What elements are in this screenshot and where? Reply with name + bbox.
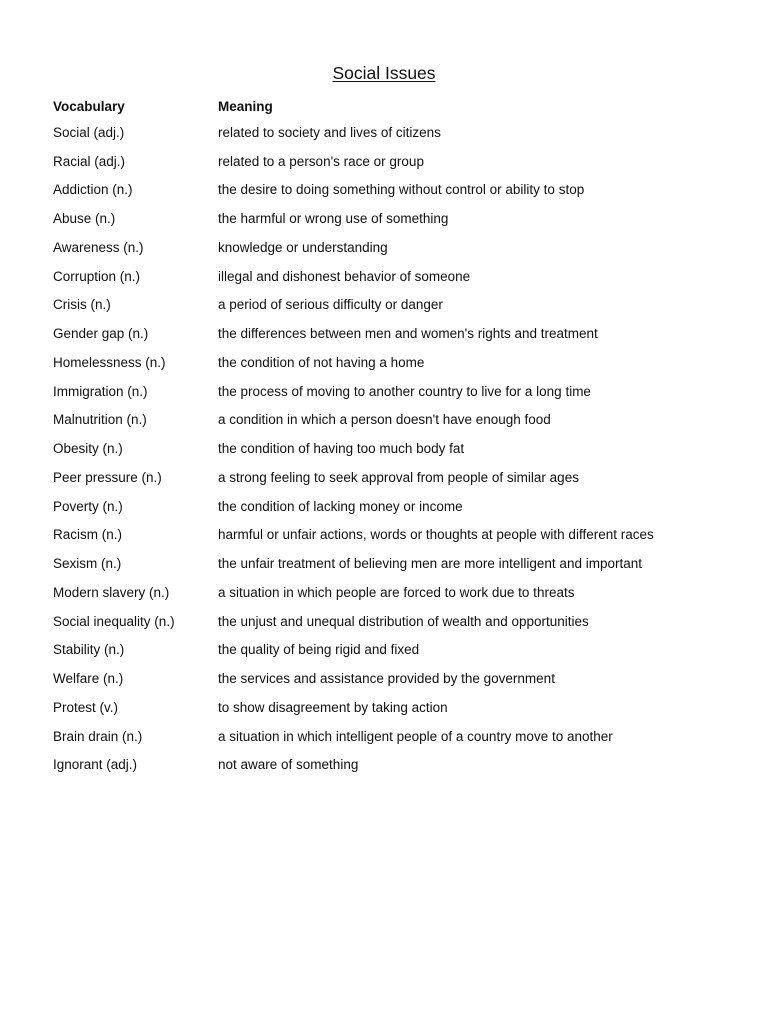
vocabulary-term: Immigration (n.): [53, 383, 148, 399]
vocabulary-table: [53, 94, 713, 779]
vocabulary-meaning: the condition of having too much body fat: [218, 441, 465, 457]
vocabulary-meaning: the unfair treatment of believing men are more intelligent and important: [218, 556, 642, 572]
table-row: [53, 147, 713, 176]
table-row: [53, 549, 713, 578]
vocabulary-meaning: a period of serious difficulty or danger: [218, 297, 443, 313]
vocabulary-term: Addiction (n.): [53, 182, 133, 198]
vocabulary-meaning: not aware of something: [218, 757, 359, 773]
table-row: [53, 377, 713, 406]
vocabulary-term: Modern slavery (n.): [53, 584, 170, 600]
vocabulary-term: Stability (n.): [53, 642, 125, 658]
vocabulary-term: Homelessness (n.): [53, 354, 166, 370]
document-title: Social Issues: [332, 63, 436, 83]
table-row: [53, 434, 713, 463]
table-row: [53, 607, 713, 636]
vocabulary-term: Sexism (n.): [53, 556, 122, 572]
table-row: [53, 176, 713, 205]
vocabulary-meaning: the desire to doing something without control or ability to stop: [218, 182, 585, 198]
vocabulary-meaning: the services and assistance provided by the government: [218, 671, 555, 687]
vocabulary-term: Racial (adj.): [53, 153, 126, 169]
vocabulary-meaning: the differences between men and women's rights and treatment: [218, 326, 598, 342]
vocabulary-term: Social inequality (n.): [53, 613, 175, 629]
vocabulary-meaning: a situation in which people are forced to work due to threats: [218, 584, 575, 600]
vocabulary-meaning: a strong feeling to seek approval from people of similar ages: [218, 469, 579, 485]
table-row: [53, 348, 713, 377]
table-row: [53, 636, 713, 665]
vocabulary-meaning: harmful or unfair actions, words or thoughts at people with different races: [218, 527, 654, 543]
vocabulary-term: Gender gap (n.): [53, 326, 149, 342]
vocabulary-meaning: to show disagreement by taking action: [218, 699, 448, 715]
table-body: [53, 118, 713, 779]
vocabulary-meaning: the condition of lacking money or income: [218, 498, 463, 514]
vocabulary-meaning: the unjust and unequal distribution of wealth and opportunities: [218, 613, 589, 629]
vocabulary-meaning: a situation in which intelligent people of a country move to another: [218, 728, 613, 744]
header-meaning: Meaning: [218, 98, 273, 114]
vocabulary-meaning: the condition of not having a home: [218, 354, 425, 370]
vocabulary-term: Crisis (n.): [53, 297, 111, 313]
table-row: [53, 492, 713, 521]
table-row: [53, 118, 713, 147]
table-row: [53, 722, 713, 751]
vocabulary-term: Racism (n.): [53, 527, 123, 543]
vocabulary-meaning: the quality of being rigid and fixed: [218, 642, 420, 658]
table-row: [53, 233, 713, 262]
vocabulary-meaning: knowledge or understanding: [218, 239, 388, 255]
vocabulary-meaning: related to society and lives of citizens: [218, 124, 441, 140]
table-row: [53, 693, 713, 722]
vocabulary-term: Welfare (n.): [53, 671, 124, 687]
table-row: [53, 204, 713, 233]
table-row: [53, 319, 713, 348]
vocabulary-meaning: the harmful or wrong use of something: [218, 211, 449, 227]
vocabulary-term: Peer pressure (n.): [53, 469, 162, 485]
vocabulary-term: Awareness (n.): [53, 239, 144, 255]
table-row: [53, 751, 713, 780]
vocabulary-term: Malnutrition (n.): [53, 412, 147, 428]
vocabulary-meaning: illegal and dishonest behavior of someone: [218, 268, 471, 284]
vocabulary-term: Poverty (n.): [53, 498, 123, 514]
vocabulary-term: Brain drain (n.): [53, 728, 143, 744]
table-row: [53, 291, 713, 320]
vocabulary-term: Ignorant (adj.): [53, 757, 138, 773]
vocabulary-term: Social (adj.): [53, 124, 125, 140]
table-row: [53, 262, 713, 291]
vocabulary-meaning: a condition in which a person doesn't have enough food: [218, 412, 551, 428]
header-vocabulary: Vocabulary: [53, 98, 125, 114]
table-header-row: [53, 94, 713, 118]
vocabulary-term: Obesity (n.): [53, 441, 123, 457]
table-row: [53, 406, 713, 435]
table-row: [53, 578, 713, 607]
vocabulary-meaning: the process of moving to another country to live for a long time: [218, 383, 591, 399]
table-row: [53, 664, 713, 693]
vocabulary-term: Abuse (n.): [53, 211, 116, 227]
table-row: [53, 463, 713, 492]
vocabulary-meaning: related to a person's race or group: [218, 153, 424, 169]
vocabulary-term: Corruption (n.): [53, 268, 141, 284]
table-row: [53, 521, 713, 550]
vocabulary-term: Protest (v.): [53, 699, 119, 715]
